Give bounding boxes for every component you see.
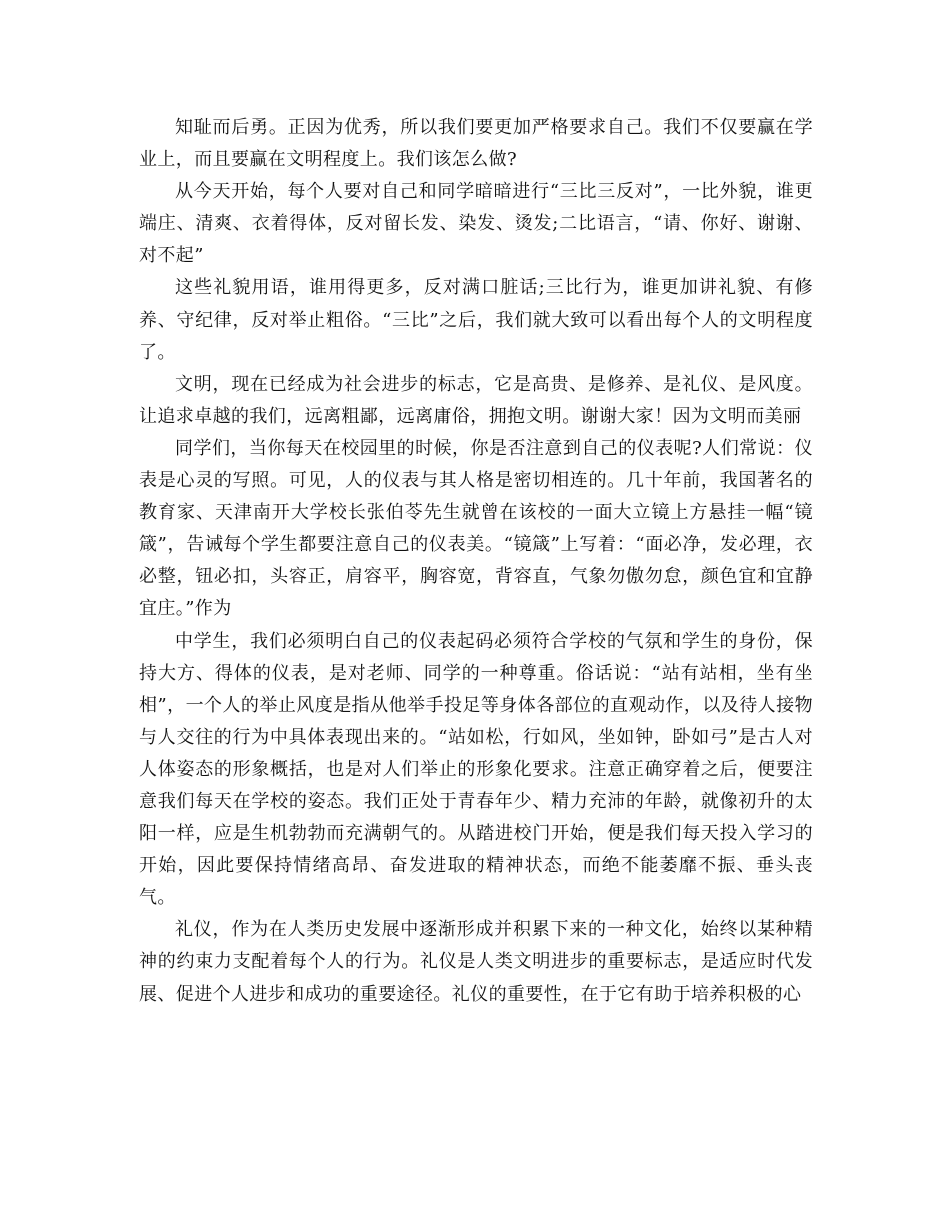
paragraph: 知耻而后勇。正因为优秀，所以我们要更加严格要求自己。我们不仅要赢在学业上，而且要赢在文明程度上。我们该怎么做? [139, 117, 813, 171]
paragraph: 中学生，我们必须明白自己的仪表起码必须符合学校的气氛和学生的身份，保持大方、得体的仪表，是对老师、同学的一种尊重。俗话说：“站有站相，坐有坐相”，一个人的举止风度是指从他举手投足等身体各部位的直观动作，以及待人接物与人交往的行为中具体表现出来的。“站如松，行如风，坐如钟，卧如弓”是古人对人体姿态的形象概括，也是对人们举止的形象化要求。注意正确穿着之后，便要注意我们每天在学校的姿态。我们正处于青春年少、精力充沛的年龄，就像初升的太阳一样，应是生机勃勃而充满朝气的。从踏进校门开始，便是我们每天投入学习的开始，因此要保持情绪高昂、奋发进取的精神状态，而绝不能萎靡不振、垂头丧气。 [139, 630, 813, 909]
paragraph: 礼仪，作为在人类历史发展中逐渐形成并积累下来的一种文化，始终以某种精神的约束力支配着每个人的行为。礼仪是人类文明进步的重要标志，是适应时代发展、促进个人进步和成功的重要途径。礼仪的重要性，在于它有助于培养积极的心 [139, 919, 813, 1005]
paragraph: 从今天开始，每个人要对自己和同学暗暗进行“三比三反对”，一比外貌，谁更端庄、清爽、衣着得体，反对留长发、染发、烫发;二比语言，“请、你好、谢谢、对不起” [139, 181, 813, 267]
paragraph: 同学们，当你每天在校园里的时候，你是否注意到自己的仪表呢?人们常说：仪表是心灵的写照。可见，人的仪表与其人格是密切相连的。几十年前，我国著名的教育家、天津南开大学校长张伯苓先生就曾在该校的一面大立镜上方悬挂一幅“镜箴”，告诫每个学生都要注意自己的仪表美。“镜箴”上写着：“面必净，发必理，衣必整，钮必扣，头容正，肩容平，胸容宽，背容直，气象勿傲勿怠，颜色宜和宜静宜庄。”作为 [139, 437, 813, 620]
paragraph: 这些礼貌用语，谁用得更多，反对满口脏话;三比行为，谁更加讲礼貌、有修养、守纪律，反对举止粗俗。“三比”之后，我们就大致可以看出每个人的文明程度了。 [139, 277, 813, 363]
document-page [139, 112, 813, 1011]
paragraph: 文明，现在已经成为社会进步的标志，它是高贵、是修养、是礼仪、是风度。让追求卓越的我们，远离粗鄙，远离庸俗，拥抱文明。谢谢大家！因为文明而美丽 [139, 373, 813, 427]
